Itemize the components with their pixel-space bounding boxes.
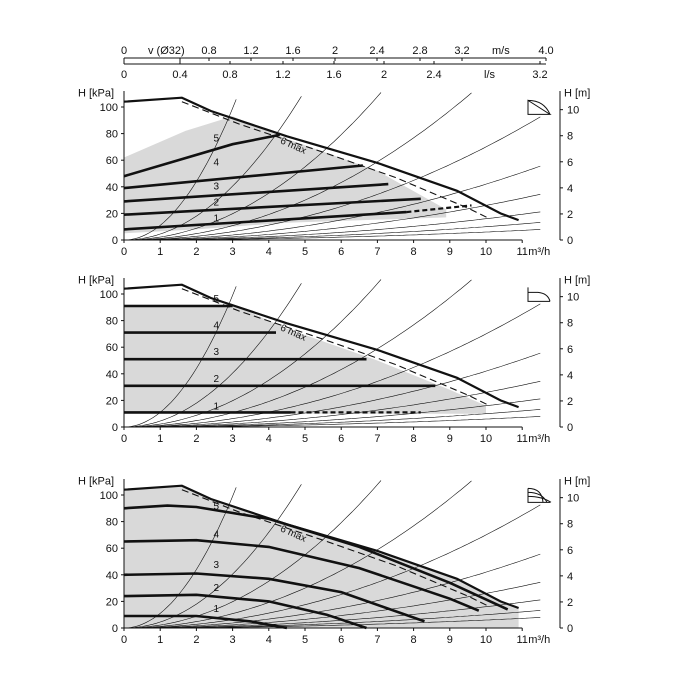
x-tick-label: 9	[446, 634, 453, 646]
x-axis-unit-label: m³/h	[528, 246, 551, 258]
y-tick-label-right: 8	[567, 130, 574, 143]
y-axis-left-label: H [kPa]	[78, 274, 115, 287]
y-tick-label-right: 2	[567, 596, 574, 609]
y-tick-label-left: 60	[105, 342, 118, 355]
curve-label-5: 5	[213, 133, 220, 145]
x-tick-label: 7	[374, 246, 381, 258]
y-tick-label-right: 6	[567, 156, 574, 169]
constant-curve-icon	[528, 488, 551, 502]
curve-label-4: 4	[213, 157, 220, 169]
curve-label-6-max: 6 max	[278, 523, 308, 545]
x-tick-label: 4	[265, 246, 272, 258]
x-tick-label: 4	[265, 433, 272, 445]
velocity-axis-unit: m/s	[492, 45, 510, 57]
x-tick-label: 8	[410, 433, 417, 445]
x-tick-label: 9	[446, 246, 453, 258]
curve-label-5: 5	[213, 501, 220, 513]
icon-arc	[528, 292, 550, 301]
x-tick-label: 10	[479, 634, 493, 646]
y-tick-label-right: 0	[567, 422, 574, 434]
curve-label-6-max: 6 max	[278, 322, 308, 344]
x-tick-label: 11	[516, 433, 528, 445]
y-tick-label-right: 10	[567, 291, 580, 304]
flow-ls-tick-label: 2.4	[426, 69, 442, 81]
constant-pressure-icon	[528, 287, 550, 301]
x-tick-label: 8	[410, 634, 417, 646]
x-axis-unit-label: m³/h	[528, 634, 551, 646]
operating-area	[124, 116, 446, 233]
x-tick-label: 1	[157, 634, 164, 646]
x-tick-label: 2	[193, 433, 200, 445]
chart-panel-constant-pressure	[78, 274, 590, 445]
y-tick-label-left: 20	[105, 596, 118, 609]
curve-label-2: 2	[213, 582, 220, 594]
x-tick-label: 1	[157, 246, 164, 258]
curve-label-4: 4	[213, 320, 220, 332]
x-tick-label: 0	[120, 246, 128, 258]
y-tick-label-right: 8	[567, 518, 574, 531]
y-tick-label-left: 60	[105, 155, 118, 168]
y-tick-label-right: 2	[567, 395, 574, 408]
flow-ls-tick-label: 1.2	[275, 69, 291, 81]
curve-label-5: 5	[213, 293, 220, 305]
top-axis-flow-ls	[121, 61, 548, 81]
flow-ls-axis-unit: l/s	[484, 69, 495, 81]
y-tick-label-right: 10	[567, 104, 580, 117]
flow-ls-tick-label: 0	[120, 69, 128, 81]
curve-label-3: 3	[213, 347, 220, 359]
y-tick-label-left: 60	[105, 543, 118, 556]
y-tick-label-left: 20	[105, 395, 118, 408]
y-tick-label-right: 10	[567, 492, 580, 505]
top-axis-velocity	[121, 45, 554, 61]
velocity-axis-label: v (Ø32)	[148, 45, 185, 57]
x-tick-label: 6	[338, 433, 345, 445]
curve-label-1: 1	[213, 604, 220, 616]
flow-ls-tick-label: 1.6	[326, 69, 342, 81]
velocity-tick-label: 2.4	[369, 45, 385, 57]
x-tick-label: 10	[479, 433, 493, 445]
curve-label-2: 2	[213, 373, 220, 385]
x-tick-label: 9	[446, 433, 453, 445]
x-axis-unit-label: m³/h	[528, 433, 551, 445]
y-tick-label-left: 0	[111, 422, 118, 434]
flow-ls-tick-label: 2	[380, 69, 388, 81]
y-tick-label-right: 4	[567, 369, 574, 382]
x-tick-label: 0	[120, 433, 128, 445]
y-axis-left-label: H [kPa]	[78, 87, 115, 100]
x-tick-label: 1	[157, 433, 164, 445]
y-tick-label-left: 40	[105, 181, 118, 194]
x-tick-label: 7	[374, 634, 381, 646]
x-tick-label: 4	[265, 634, 272, 646]
y-tick-label-right: 0	[567, 235, 574, 247]
y-axis-right-label: H [m]	[564, 475, 591, 488]
y-tick-label-left: 40	[105, 569, 118, 582]
chart-panel-proportional-pressure	[78, 87, 590, 258]
flow-ls-tick-label: 0.4	[172, 69, 188, 81]
y-tick-label-right: 6	[567, 544, 574, 557]
x-tick-label: 3	[229, 246, 236, 258]
velocity-tick-label: 2.8	[412, 45, 428, 57]
flow-ls-tick-label: 0.8	[222, 69, 238, 81]
y-tick-label-right: 4	[567, 182, 574, 195]
curve-label-3: 3	[213, 560, 220, 572]
y-axis-right-label: H [m]	[564, 87, 591, 100]
y-tick-label-left: 0	[111, 623, 118, 635]
x-tick-label: 11	[516, 634, 528, 646]
velocity-tick-label: 0.8	[201, 45, 217, 57]
y-tick-label-left: 100	[99, 102, 118, 114]
y-tick-label-left: 80	[105, 128, 118, 141]
x-tick-label: 10	[479, 246, 493, 258]
icon-axes	[528, 287, 550, 301]
y-tick-label-left: 100	[99, 490, 118, 502]
y-tick-label-right: 6	[567, 343, 574, 356]
y-tick-label-left: 100	[99, 289, 118, 301]
x-tick-label: 2	[193, 634, 200, 646]
y-tick-label-left: 0	[111, 235, 118, 247]
y-tick-label-right: 2	[567, 208, 574, 221]
velocity-tick-label: 2	[331, 45, 339, 57]
y-tick-label-left: 20	[105, 208, 118, 221]
curve-label-6-max: 6 max	[278, 135, 308, 157]
proportional-pressure-icon	[528, 100, 550, 114]
x-tick-label: 5	[301, 246, 309, 258]
x-tick-label: 5	[301, 634, 309, 646]
curve-label-1: 1	[213, 213, 220, 225]
y-tick-label-right: 4	[567, 570, 574, 583]
velocity-tick-label: 1.2	[243, 45, 259, 57]
curve-label-3: 3	[213, 181, 220, 193]
y-tick-label-left: 80	[105, 315, 118, 328]
curve-label-4: 4	[213, 529, 220, 541]
x-tick-label: 3	[229, 433, 236, 445]
y-axis-left-label: H [kPa]	[78, 475, 115, 488]
velocity-tick-label: 3.2	[454, 45, 470, 57]
curve-label-1: 1	[213, 401, 220, 413]
x-tick-label: 6	[338, 634, 345, 646]
x-tick-label: 3	[229, 634, 236, 646]
y-tick-label-right: 8	[567, 317, 574, 330]
velocity-tick-label: 4.0	[538, 45, 554, 57]
x-tick-label: 7	[374, 433, 381, 445]
icon-arc	[528, 496, 551, 502]
x-tick-label: 11	[516, 246, 528, 258]
x-tick-label: 0	[120, 634, 128, 646]
x-tick-label: 6	[338, 246, 345, 258]
x-tick-label: 2	[193, 246, 200, 258]
y-tick-label-left: 80	[105, 516, 118, 529]
x-tick-label: 8	[410, 246, 417, 258]
y-tick-label-right: 0	[567, 623, 574, 635]
curve-label-2: 2	[213, 197, 220, 209]
velocity-tick-label: 1.6	[285, 45, 301, 57]
x-tick-label: 5	[301, 433, 309, 445]
velocity-tick-label: 0	[120, 45, 128, 57]
flow-ls-tick-label: 3.2	[532, 69, 548, 81]
y-tick-label-left: 40	[105, 368, 118, 381]
y-axis-right-label: H [m]	[564, 274, 591, 287]
chart-panel-constant-curve	[78, 475, 590, 646]
